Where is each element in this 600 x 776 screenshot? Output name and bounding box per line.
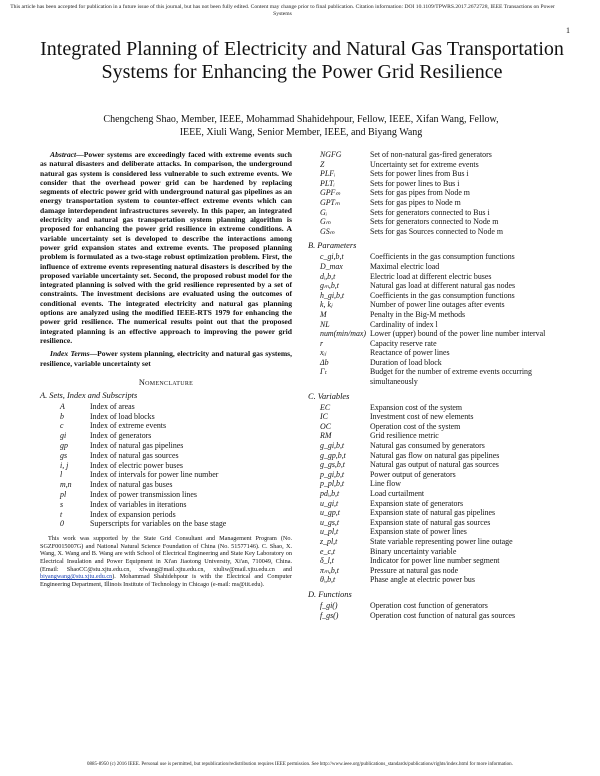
nomenclature-row [308, 556, 568, 566]
footnote-text: This work was supported by the State Grid Consultant and Management Program (No. SGZF0015007G) and National Natural Science Foundation of China (No. 51577146). C. Shao, X. Wang, X. Wang and B. Wang are with School of Electrical Engineering and State Key Laboratory on Electrical Insulation and Power Equipment in Xi'an Jiaotong University, Xi'an, 710049, China. (Email: ShaoCC@stu.xjtu.edu.cn, xfwang@mail.xjtu.edu.cn, xiuliw@mail.xjtu.edu.cn and [40, 535, 292, 573]
nomenclature-symbol: f_gi() [320, 600, 338, 610]
abstract [40, 150, 292, 345]
nomenclature-description: Binary uncertainty variable [370, 546, 457, 556]
nomenclature-symbol: xᵢⱼ [320, 348, 327, 358]
nomenclature-row [308, 179, 568, 189]
nomenclature-description: Line flow [370, 479, 401, 489]
nomenclature-row [308, 281, 568, 291]
nomenclature-symbol: u_gi,t [320, 498, 339, 508]
nomenclature-row [40, 480, 292, 490]
nomenclature-symbol: c_gi,b,t [320, 252, 344, 262]
abstract-text: —Power systems are exceedingly faced with extreme events such as natural disasters and deliberate attacks. In comparison, the underground natural gas system is considered less vulnerable to such extreme events. We consider that the overhead power grid can be hardened by replacing segments of electric power grid with underground natural gas pipelines as an energy transportation system to counter-effect extreme events which can damage interdependent infrastructures severely. In this paper, an integrated electricity and natural gas transportation system planning algorithm is proposed for enhancing the power grid resilience in extreme conditions. A variable uncertainty set is developed to describe the interactions among power grid expansion states and extreme events. The proposed planning problem is formulated as a two-stage robust optimization problem. First, the influence of extreme events representing natural disasters is described by the proposed variable uncertainty set. Second, the proposed robust model for the integrated planning is solved with the grid resilience represented by a set of constraints. The investment decisions are evaluated using the outcomes of conditional events. The integrated electricity and natural gas planning options are analyzed using the modified IEEE-RTS 1979 for enhancing the power grid resilience. The numerical results point out that the proposed integrated planning is an effective approach to improving the power grid resilience. [40, 150, 292, 345]
nomenclature-row [40, 421, 292, 431]
nomenclature-row [308, 547, 568, 557]
nomenclature-description: Natural gas load at different natural gas nodes [370, 281, 516, 291]
nomenclature-description: Expansion state of generators [370, 498, 464, 508]
nomenclature-symbol: RM [320, 431, 332, 441]
nomenclature-row [40, 441, 292, 451]
section-c-title: C. Variables [308, 391, 350, 401]
nomenclature-description: Capacity reserve rate [370, 338, 437, 348]
nomenclature-row [308, 460, 568, 470]
nomenclature-row [308, 403, 568, 413]
nomenclature-row [308, 291, 568, 301]
nomenclature-row [308, 431, 568, 441]
nomenclature-row [308, 499, 568, 509]
nomenclature-description: Sets for gas Sources connected to Node m [370, 226, 504, 236]
nomenclature-description: Sets for gas pipes from Node m [370, 188, 470, 198]
nomenclature-row [308, 412, 568, 422]
nomenclature-symbol: i, j [60, 460, 69, 470]
nomenclature-row [40, 451, 292, 461]
nomenclature-row [40, 461, 292, 471]
nomenclature-row [308, 518, 568, 528]
nomenclature-symbol: u_pl,t [320, 527, 339, 537]
nomenclature-symbol: m,n [60, 480, 72, 490]
nomenclature-description: Operation cost function of generators [370, 600, 488, 610]
nomenclature-description: Pressure at natural gas node [370, 565, 459, 575]
nomenclature-symbol: h_gi,b,t [320, 290, 345, 300]
nomenclature-row [308, 575, 568, 585]
nomenclature-description: Sets for generators connected to Bus i [370, 207, 490, 217]
nomenclature-symbol: g_gs,b,t [320, 460, 345, 470]
authors-line-2: IEEE, Xiuli Wang, Senior Member, IEEE, and Biyang Wang [179, 126, 423, 138]
nomenclature-symbol: gs [60, 450, 68, 460]
nomenclature-symbol: gi [60, 431, 67, 441]
nomenclature-row [308, 348, 568, 358]
authors-line-1: Chengcheng Shao, Member, IEEE, Mohammad Shahidehpour, Fellow, IEEE, Xifan Wang, Fellow, [103, 114, 499, 125]
nomenclature-description: Natural gas consumed by generators [370, 441, 485, 451]
nomenclature-row [308, 329, 568, 339]
parameters-list [308, 252, 568, 386]
nomenclature-description: Expansion state of power lines [370, 527, 467, 537]
nomenclature-row [40, 519, 292, 529]
nomenclature-row [308, 367, 568, 386]
section-d-title: D. Functions [308, 589, 352, 599]
nomenclature-row [308, 508, 568, 518]
nomenclature-symbol: A [60, 401, 65, 411]
nomenclature-row [308, 566, 568, 576]
nomenclature-symbol: IC [320, 412, 328, 422]
nomenclature-symbol: t [60, 509, 63, 519]
nomenclature-description: Index of electric power buses [90, 460, 183, 470]
functions-list [308, 601, 568, 620]
nomenclature-description: Index of areas [90, 401, 135, 411]
variables-list [308, 403, 568, 585]
nomenclature-row [308, 611, 568, 621]
nomenclature-row [308, 339, 568, 349]
nomenclature-description: Expansion cost of the system [370, 402, 463, 412]
nomenclature-row [40, 431, 292, 441]
nomenclature-description: Investment cost of new elements [370, 412, 474, 422]
nomenclature-row [308, 150, 568, 160]
nomenclature-symbol: f_gs() [320, 610, 339, 620]
nomenclature-description: Index of variables in iterations [90, 499, 187, 509]
nomenclature-description: Natural gas output of natural gas sources [370, 460, 499, 470]
nomenclature-description: Superscripts for variables on the base stage [90, 519, 227, 529]
nomenclature-description: Expansion state of natural gas pipelines [370, 508, 496, 518]
nomenclature-row [308, 537, 568, 547]
nomenclature-row [308, 198, 568, 208]
nomenclature-row [40, 510, 292, 520]
nomenclature-symbol: NL [320, 319, 330, 329]
nomenclature-row [308, 470, 568, 480]
nomenclature-row [308, 451, 568, 461]
nomenclature-symbol: c [60, 421, 64, 431]
abstract-label: Abstract [50, 150, 77, 159]
nomenclature-row [308, 227, 568, 237]
nomenclature-row [40, 500, 292, 510]
nomenclature-row [308, 169, 568, 179]
nomenclature-row [308, 441, 568, 451]
nomenclature-symbol: Gᵢ [320, 207, 327, 217]
author-list [70, 114, 532, 139]
nomenclature-description: Reactance of power lines [370, 348, 450, 358]
nomenclature-description: Load curtailment [370, 489, 425, 498]
nomenclature-row [308, 310, 568, 320]
nomenclature-description: Penalty in the Big-M methods [370, 309, 466, 319]
nomenclature-description: Operation cost of the system [370, 421, 461, 431]
nomenclature-row [40, 412, 292, 422]
nomenclature-description: Index of generators [90, 431, 152, 441]
nomenclature-symbol: p_pl,b,t [320, 479, 345, 489]
nomenclature-symbol: PLFᵢ [320, 169, 336, 179]
nomenclature-row [308, 262, 568, 272]
nomenclature-row [308, 479, 568, 489]
nomenclature-symbol: δ_l,t [320, 556, 334, 566]
nomenclature-symbol: OC [320, 421, 331, 431]
nomenclature-symbol: u_gs,t [320, 517, 340, 527]
nomenclature-description: Index of load blocks [90, 411, 155, 421]
nomenclature-symbol: πₘ,b,t [320, 565, 339, 575]
nomenclature-row [308, 272, 568, 282]
nomenclature-description: Index of intervals for power line number [90, 470, 219, 480]
nomenclature-symbol: e_c,t [320, 546, 336, 556]
nomenclature-description: Set of non-natural gas-fired generators [370, 150, 492, 159]
nomenclature-row [308, 300, 568, 310]
funding-footnote [40, 535, 292, 588]
nomenclature-symbol: GPFₘ [320, 188, 341, 198]
nomenclature-row [40, 470, 292, 480]
nomenclature-description: Sets for power lines from Bus i [370, 169, 469, 179]
left-column [40, 150, 292, 588]
nomenclature-description: Coefficients in the gas consumption functions [370, 252, 515, 262]
author-email-link[interactable]: biyangwang@stu.xjtu.edu.cn [40, 573, 113, 581]
index-terms [40, 349, 292, 368]
section-a-title: A. Sets, Index and Subscripts [40, 390, 138, 400]
sets-list [308, 150, 568, 236]
nomenclature-row [308, 527, 568, 537]
nomenclature-symbol: GPTₘ [320, 197, 340, 207]
nomenclature-description: Budget for the number of extreme events occurring simultaneously [370, 367, 532, 387]
nomenclature-description: Duration of load block [370, 357, 442, 367]
nomenclature-row [308, 601, 568, 611]
nomenclature-row [308, 320, 568, 330]
nomenclature-symbol: GSₘ [320, 226, 335, 236]
nomenclature-symbol: k, kⱼ [320, 300, 333, 310]
nomenclature-description: Index of natural gas buses [90, 480, 173, 490]
nomenclature-row [308, 217, 568, 227]
nomenclature-description: Electric load at different electric buses [370, 271, 492, 281]
nomenclature-symbol: r [320, 338, 324, 348]
section-a-list [40, 402, 292, 529]
nomenclature-symbol: b [60, 411, 64, 421]
nomenclature-symbol: gp [60, 441, 68, 451]
nomenclature-row [308, 489, 568, 499]
nomenclature-row [308, 358, 568, 368]
nomenclature-symbol: PLTᵢ [320, 178, 335, 188]
index-terms-text: —Power system planning, electricity and natural gas systems, resilience, variable uncertainty set [40, 349, 293, 368]
nomenclature-symbol: gₘ,b,t [320, 281, 339, 291]
nomenclature-symbol: 0 [60, 519, 64, 529]
section-b-title: B. Parameters [308, 241, 357, 251]
nomenclature-symbol: u_gp,t [320, 508, 340, 518]
nomenclature-description: Number of power line outages after events [370, 300, 505, 310]
nomenclature-description: Phase angle at electric power bus [370, 575, 475, 585]
nomenclature-description: Operation cost function of natural gas sources [370, 610, 516, 620]
nomenclature-row [308, 422, 568, 432]
nomenclature-symbol: EC [320, 402, 331, 412]
nomenclature-symbol: Gₘ [320, 217, 331, 227]
nomenclature-symbol: NGFG [320, 150, 342, 159]
nomenclature-symbol: dᵢ,b,t [320, 271, 336, 281]
nomenclature-row [40, 402, 292, 412]
nomenclature-description: State variable representing power line outage [370, 536, 513, 546]
index-terms-label: Index Terms [50, 349, 90, 359]
nomenclature-description: Index of extreme events [90, 421, 167, 431]
nomenclature-description: Uncertainty set for extreme events [370, 159, 479, 169]
nomenclature-symbol: s [60, 499, 64, 509]
nomenclature-description: Indicator for power line number segment [370, 556, 500, 566]
nomenclature-description: Index of natural gas pipelines [90, 441, 184, 451]
nomenclature-symbol: pdᵢ,b,t [320, 489, 340, 498]
right-column [308, 150, 568, 620]
nomenclature-row [308, 188, 568, 198]
nomenclature-symbol: θᵢ,b,t [320, 575, 336, 585]
nomenclature-symbol: num(min/max) [320, 329, 367, 339]
nomenclature-symbol: M [320, 309, 327, 319]
nomenclature-description: Sets for power lines to Bus i [370, 178, 460, 188]
footnote-text-end: ). Mohammad Shahidehpour is with the Electrical and Computer Engineering Department, Illinois Institute of Technology in Chicago (e-mail: ms@iit.edu). [40, 573, 292, 588]
nomenclature-description: Lower (upper) bound of the power line number interval [370, 329, 546, 339]
nomenclature-description: Grid resilience metric [370, 431, 439, 441]
nomenclature-symbol: pl [60, 490, 67, 499]
nomenclature-description: Expansion state of natural gas sources [370, 517, 491, 527]
nomenclature-symbol: z_pl,t [320, 536, 338, 546]
copyright-notice: 0885-8950 (c) 2016 IEEE. Personal use is permitted, but republication/redistribution requires IEEE permission. See http://www.ieee.org/publications_standards/publications/rights/index.html for more information. [87, 762, 513, 767]
nomenclature-description: Index of power transmission lines [90, 490, 197, 499]
nomenclature-row [308, 252, 568, 262]
nomenclature-symbol: g_gp,b,t [320, 450, 346, 460]
nomenclature-description: Maximal electric load [370, 261, 440, 271]
nomenclature-row [40, 490, 292, 500]
nomenclature-symbol: Δb [320, 357, 329, 367]
nomenclature-symbol: D_max [320, 261, 343, 271]
nomenclature-symbol: g_gi,b,t [320, 441, 345, 451]
nomenclature-description: Index of expansion periods [90, 509, 176, 519]
nomenclature-row [308, 208, 568, 218]
journal-notice: This article has been accepted for publication in a future issue of this journal, but has not been fully edited. Content may change prior to final publication. Citation information: DOI 10.1109/TPWRS.2017.2672728, IEEE Transactions on Power Systems [10, 4, 555, 17]
nomenclature-description: Sets for generators connected to Node m [370, 217, 499, 227]
nomenclature-description: Natural gas flow on natural gas pipelines [370, 450, 500, 460]
nomenclature-description: Index of natural gas sources [90, 450, 179, 460]
nomenclature-description: Cardinality of index l [370, 319, 438, 329]
page-number: 1 [566, 26, 570, 35]
nomenclature-symbol: Z [320, 159, 325, 169]
nomenclature-symbol: p_gi,b,t [320, 469, 345, 479]
nomenclature-description: Sets for gas pipes to Node m [370, 197, 461, 207]
nomenclature-description: Coefficients in the gas consumption functions [370, 290, 515, 300]
nomenclature-symbol: Γₜ [320, 367, 327, 377]
nomenclature-description: Power output of generators [370, 469, 456, 479]
paper-title: Integrated Planning of Electricity and Natural Gas Transportation Systems for Enhancing the Power Grid Resilience [40, 38, 564, 83]
nomenclature-symbol: l [60, 470, 63, 480]
nomenclature-row [308, 160, 568, 170]
nomenclature-title: Nomenclature [138, 377, 194, 387]
